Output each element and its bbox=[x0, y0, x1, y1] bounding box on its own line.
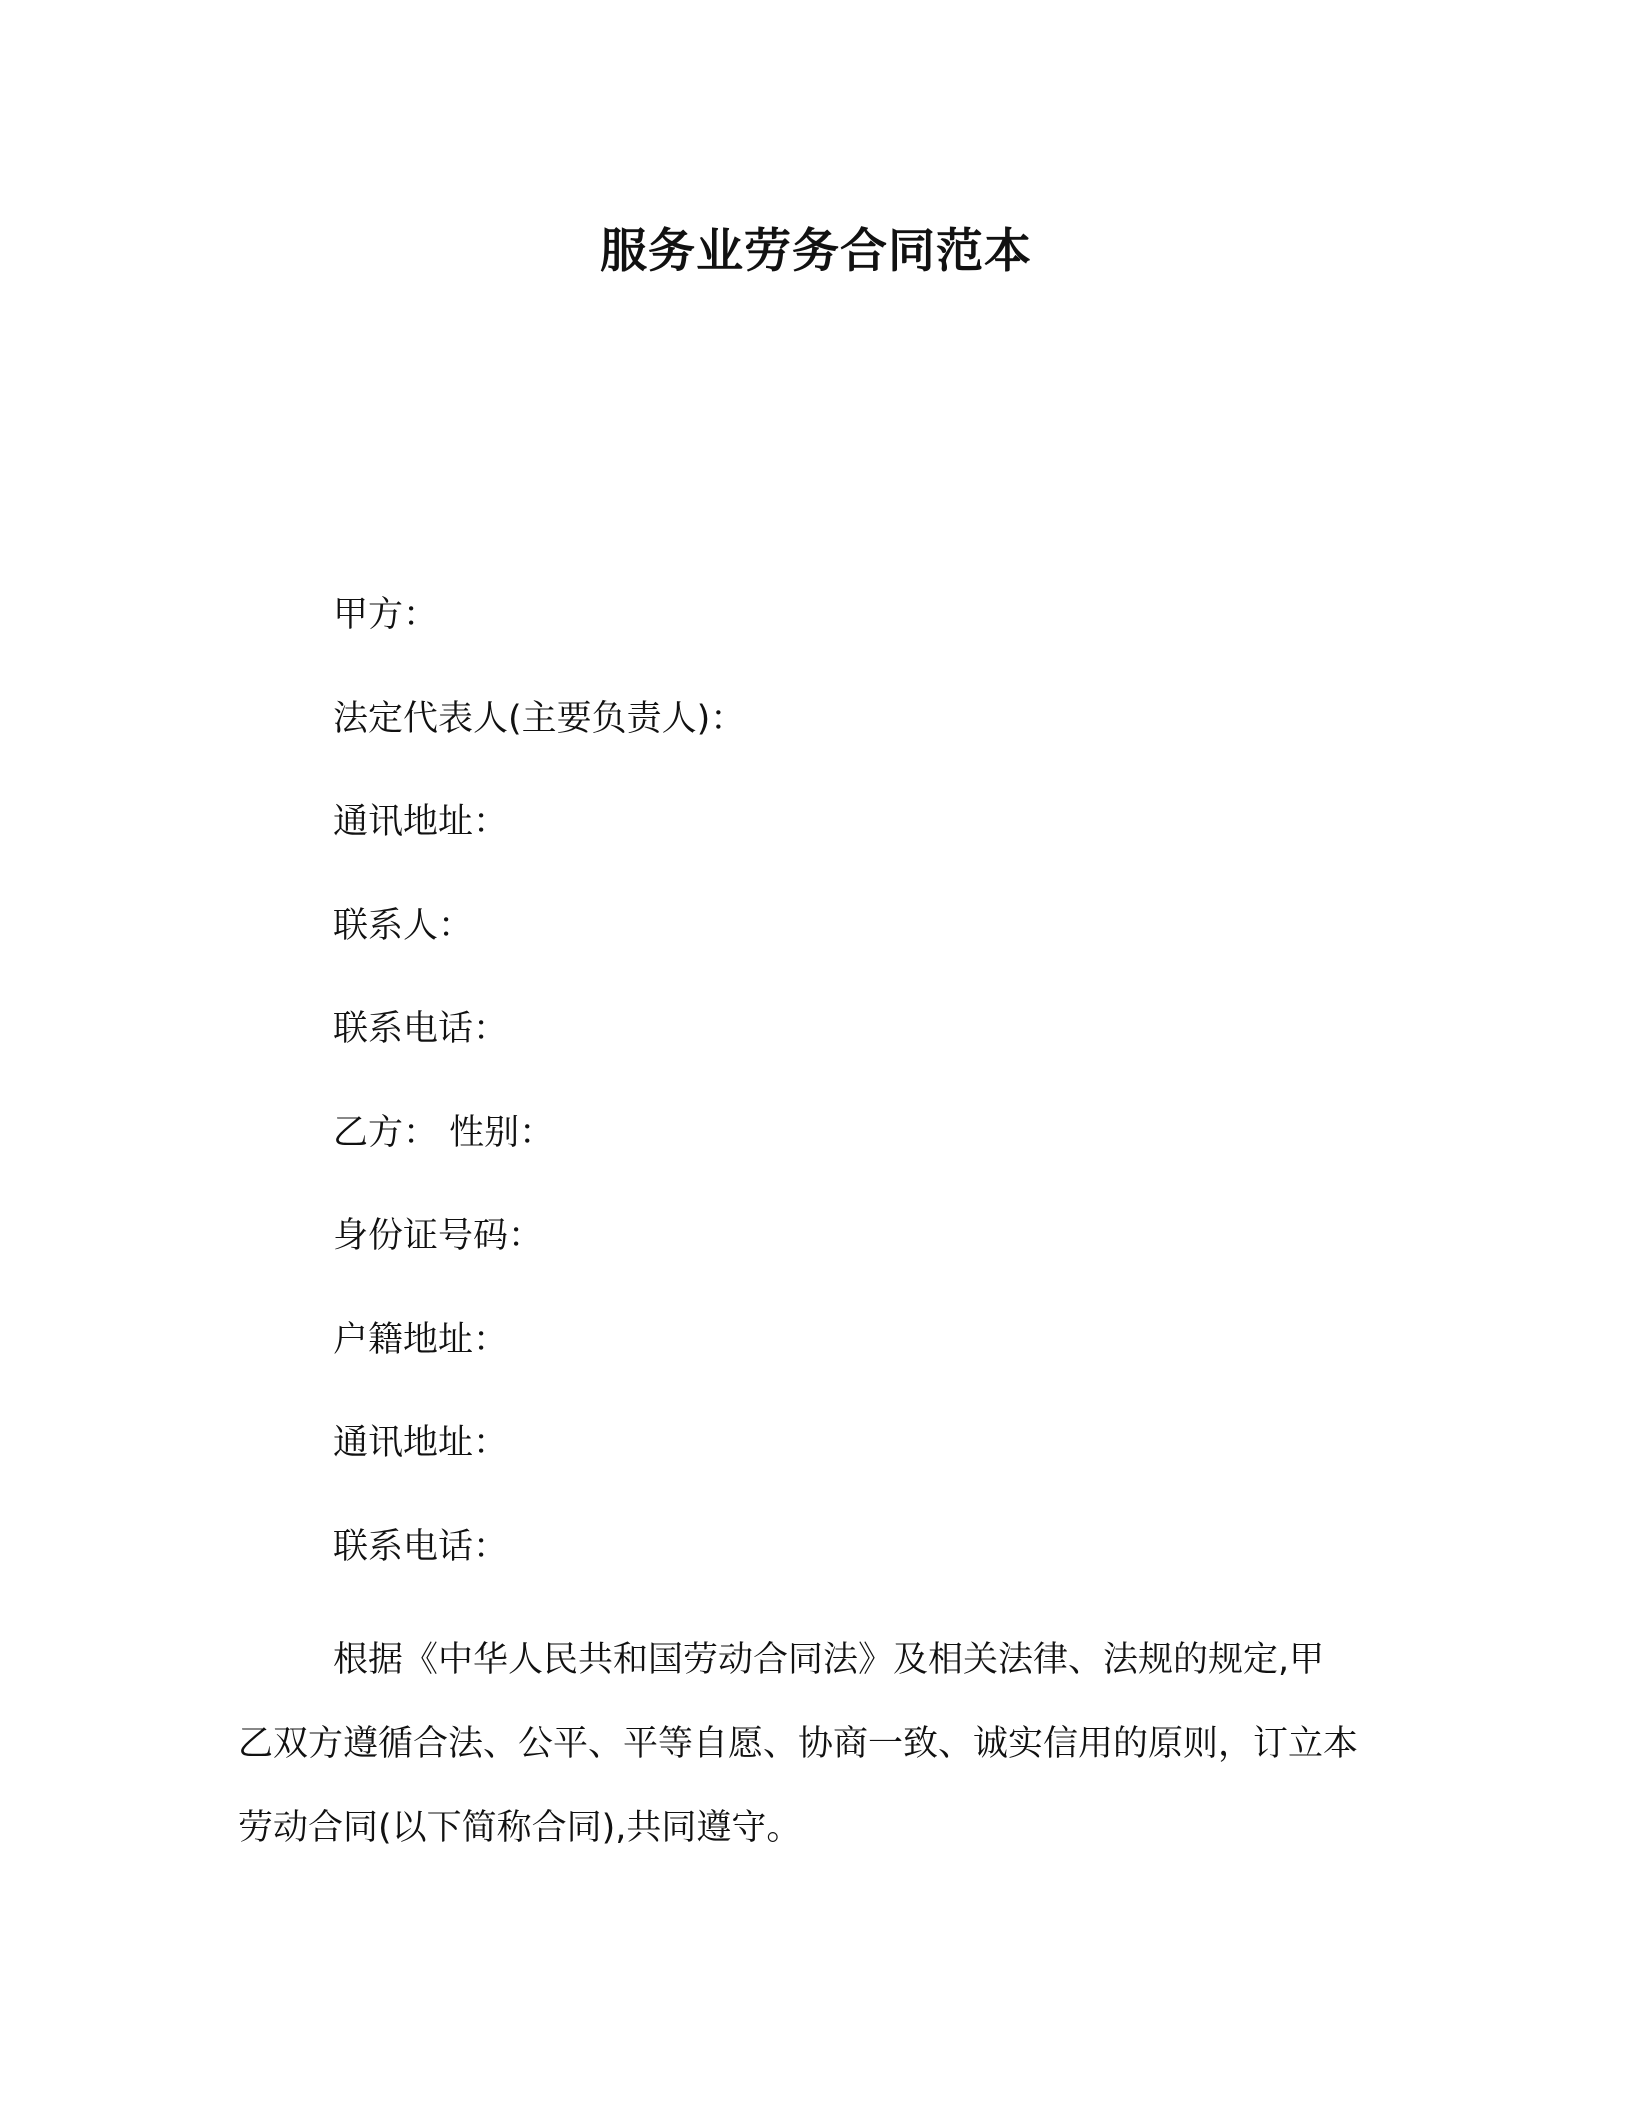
household-address-label: 户籍地址： bbox=[333, 1319, 509, 1360]
contract-preamble-paragraph: 根据《中华人民共和国劳动合同法》及相关法律、法规的规定,甲乙双方遵循合法、公平、平等自愿、协商一致、诚实信用的原则，订立本劳动合同(以下简称合同),共同遵守。 bbox=[238, 1640, 1359, 1848]
party-a-label: 甲方： bbox=[333, 595, 439, 635]
legal-representative-label: 法定代表人(主要负责人)： bbox=[333, 698, 746, 739]
party-b-gender-label: 乙方： 性别： bbox=[333, 1112, 555, 1153]
party-a-address-label: 通讯地址： bbox=[333, 802, 509, 842]
party-a-phone-label: 联系电话： bbox=[333, 1009, 509, 1049]
contact-person-label: 联系人： bbox=[333, 905, 474, 946]
party-b-phone-label: 联系电话： bbox=[333, 1526, 509, 1567]
id-number-label: 身份证号码： bbox=[333, 1216, 544, 1256]
party-fields bbox=[333, 590, 1433, 1625]
page-title: 服务业劳务合同范本 bbox=[600, 224, 1032, 279]
party-b-address-label: 通讯地址： bbox=[333, 1423, 509, 1463]
